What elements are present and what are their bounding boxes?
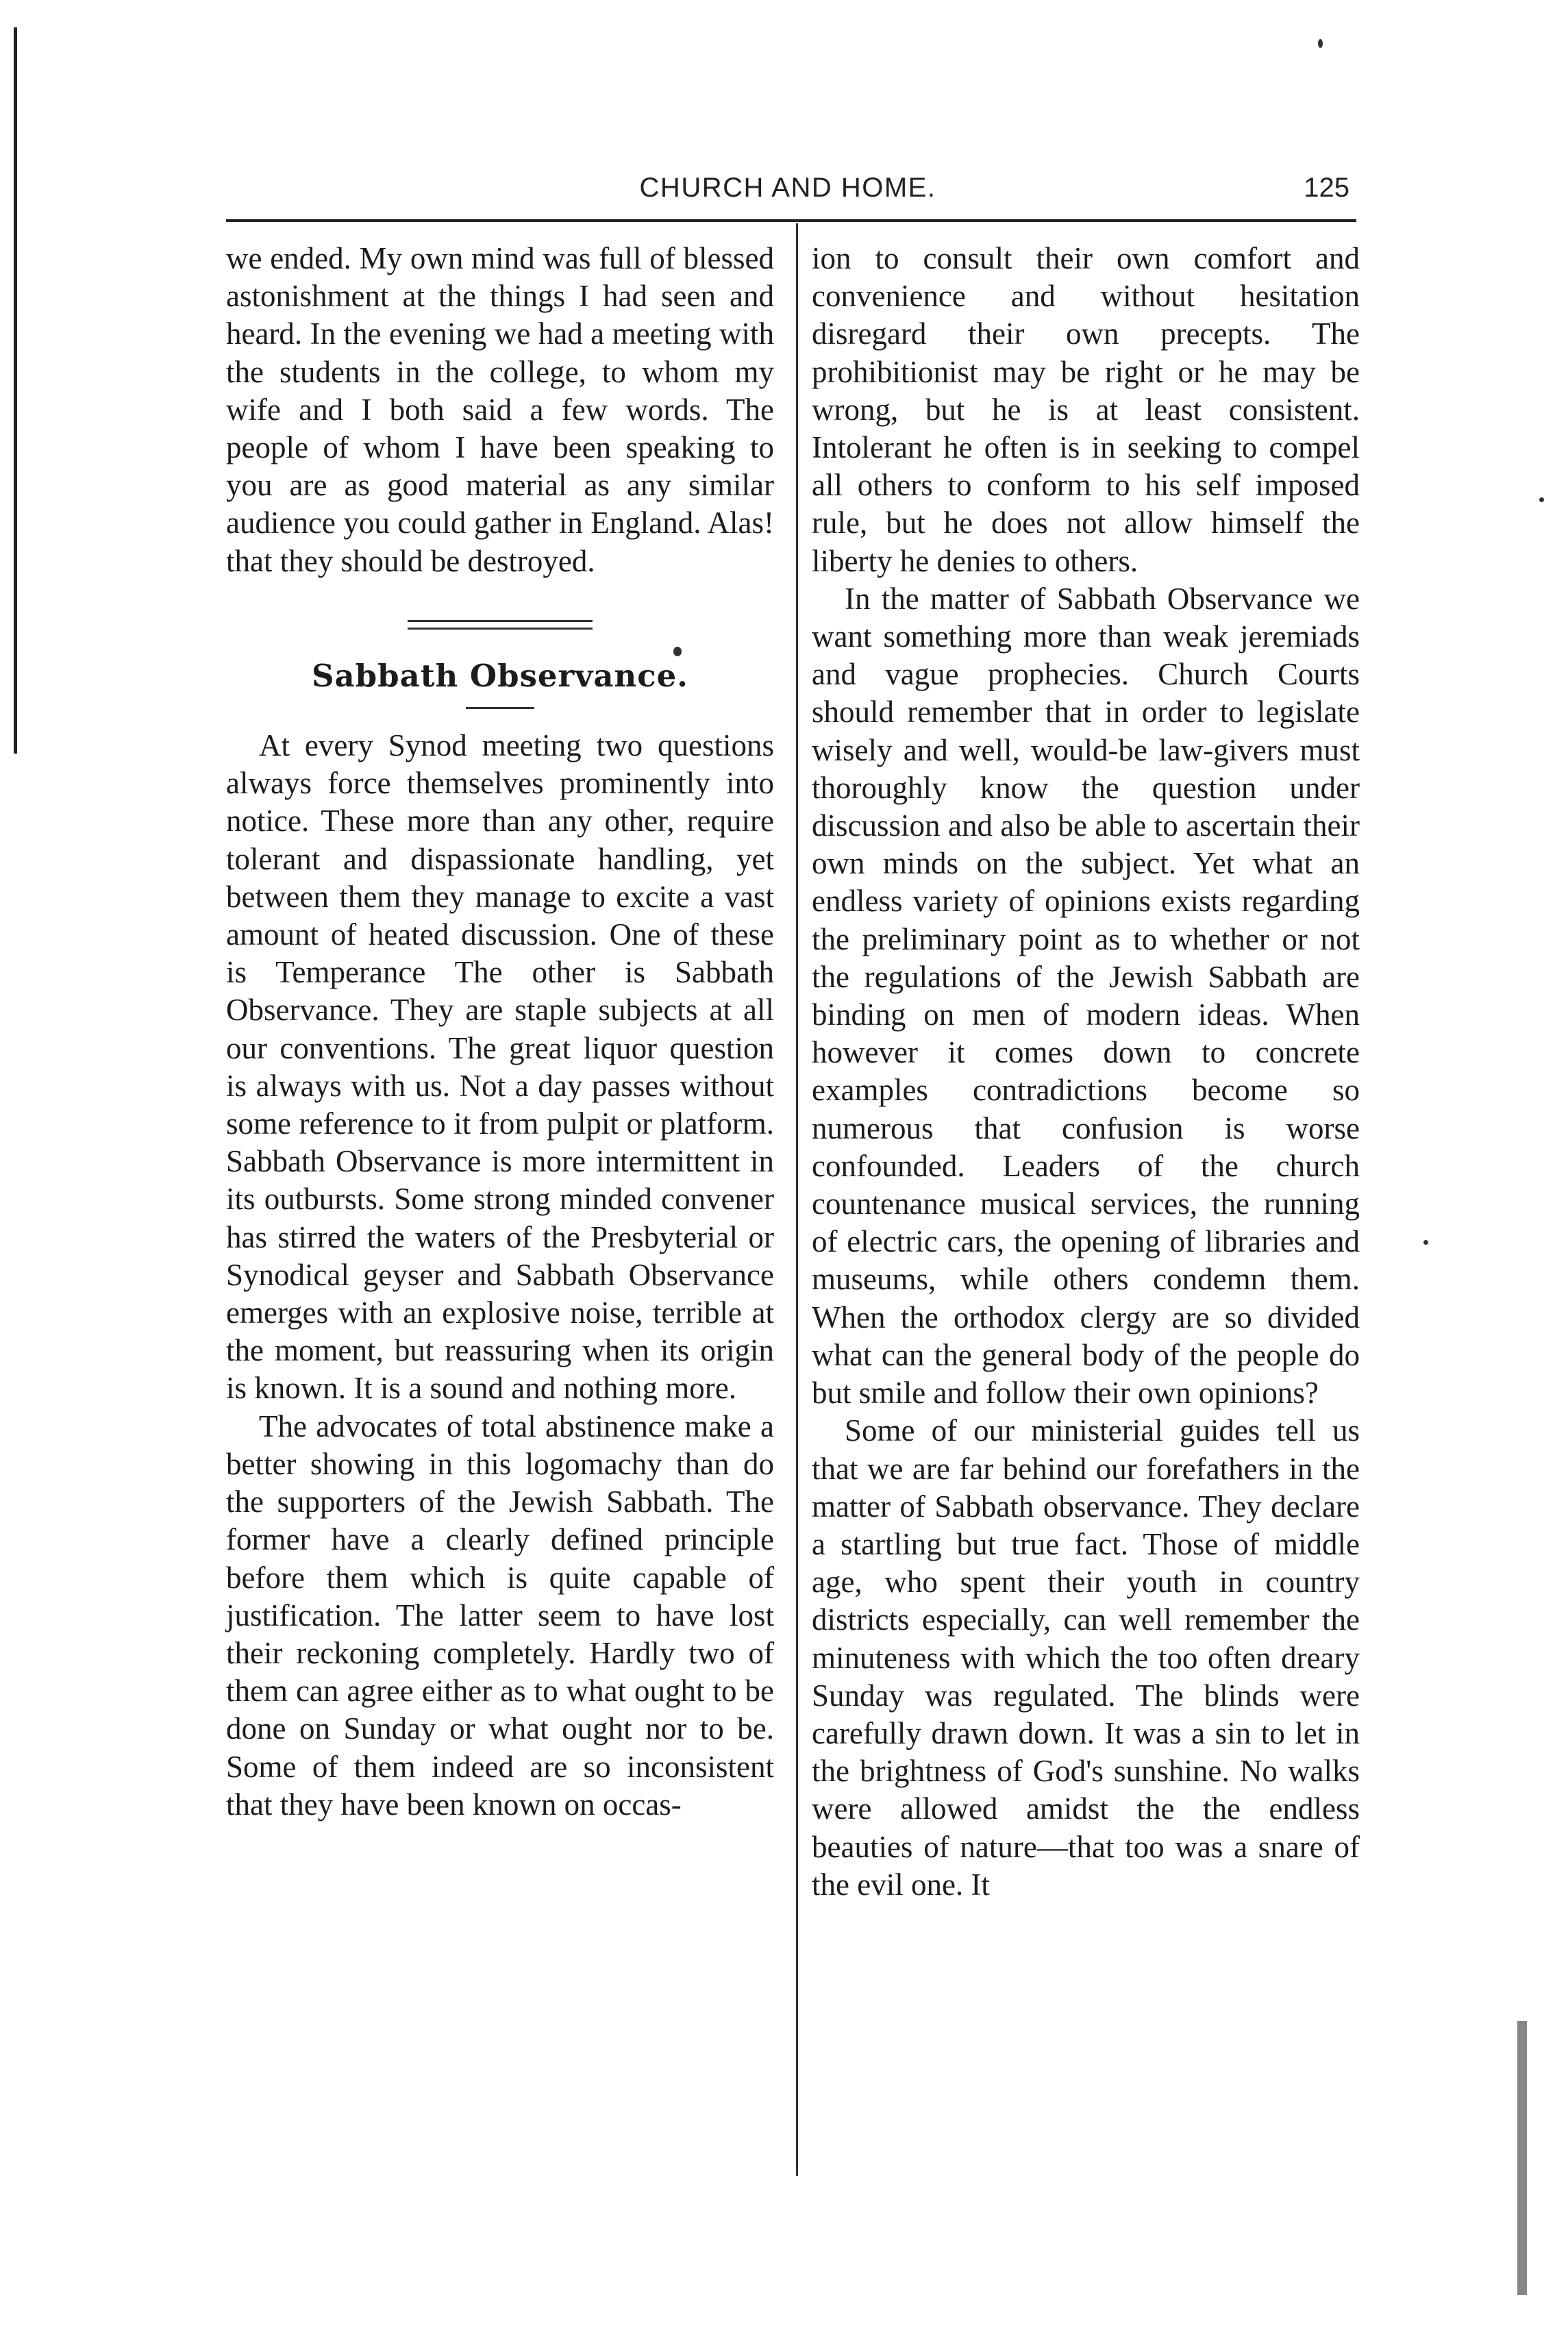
body-paragraph: In the matter of Sabbath Observance we want something more than weak jeremiads and vague prophecies. Church Courts should remember that in order to legislate wisely and well, would-be law-givers must thoroughly know the question under discussion and also be able to ascertain their own minds on the subject. Yet what an endless variety of opinions exists regarding the preliminary point as to whether or not the regulations of the Jewish Sabbath are binding on men of modern ideas. When however it comes down to concrete examples contradictions become so numerous that confusion is worse confounded. Leaders of the church countenance musical services, the running of electric cars, the opening of libraries and museums, while others condemn them. When the orthodox clergy are so divided what can the general body of the people do but smile and follow their own opinions? bbox=[812, 581, 1360, 1411]
running-title: CHURCH AND HOME. bbox=[639, 173, 936, 203]
left-column bbox=[226, 240, 774, 1824]
body-paragraph: ion to consult their own comfort and convenience and without hesitation disregard their own precepts. The prohibitionist may be right or he may be wrong, but he is at least consistent. Intolerant he often is in seeking to compel all others to conform to his self imposed rule, but he does not allow himself the liberty he denies to others. bbox=[812, 241, 1360, 578]
left-edge-binding-mark bbox=[14, 27, 17, 754]
section-break bbox=[226, 620, 774, 709]
right-edge-binding-mark bbox=[1517, 2021, 1527, 2295]
scan-speck bbox=[1318, 39, 1323, 48]
section-title: Sabbath Observance. bbox=[312, 657, 688, 694]
title-underline bbox=[466, 707, 534, 709]
running-header bbox=[226, 173, 1349, 214]
body-paragraph: The advocates of total abstinence make a better showing in this logomachy than do the supporters of the Jewish Sabbath. The former have a clearly defined principle before them which is quite capable of justification. The latter seem to have lost their reckoning completely. Hardly two of them can agree either as to what ought to be done on Sunday or what ought nor to be. Some of them indeed are so inconsistent that they have been known on occas- bbox=[226, 1409, 774, 1822]
right-column bbox=[812, 240, 1360, 1904]
column-divider bbox=[796, 223, 798, 2176]
page-number: 125 bbox=[1304, 173, 1349, 203]
body-paragraph: Some of our ministerial guides tell us that we are far behind our forefathers in the matter of Sabbath observance. They declare a startling but true fact. Those of middle age, who spent their youth in country districts especially, can well remember the minuteness with which the too often dreary Sunday was regulated. The blinds were carefully drawn down. It was a sin to let in the brightness of God's sunshine. No walks were allowed amidst the the endless beauties of nature—that too was a snare of the evil one. It bbox=[812, 1413, 1360, 1902]
header-rule bbox=[226, 219, 1356, 222]
scan-speck bbox=[1539, 497, 1544, 502]
body-paragraph: we ended. My own mind was full of blessed astonishment at the things I had seen and heard. In the evening we had a meeting with the students in the college, to whom my wife and I both said a few words. The people of whom I have been speaking to you are as good material as any similar audience you could gather in England. Alas! that they should be destroyed. bbox=[226, 241, 774, 578]
scan-speck bbox=[1423, 1240, 1428, 1245]
double-rule-ornament bbox=[408, 620, 593, 630]
body-paragraph: At every Synod meeting two questions always force themselves prominently into notice. These more than any other, require tolerant and dispassionate handling, yet between them they manage to excite a vast amount of heated discussion. One of these is Temperance The other is Sabbath Observance. They are staple subjects at all our conventions. The great liquor question is always with us. Not a day passes without some reference to it from pulpit or platform. Sabbath Observance is more intermittent in its outbursts. Some strong minded convener has stirred the waters of the Presbyterial or Synodical geyser and Sabbath Observance emerges with an explosive noise, terrible at the moment, but reassuring when its origin is known. It is a sound and nothing more. bbox=[226, 728, 774, 1406]
